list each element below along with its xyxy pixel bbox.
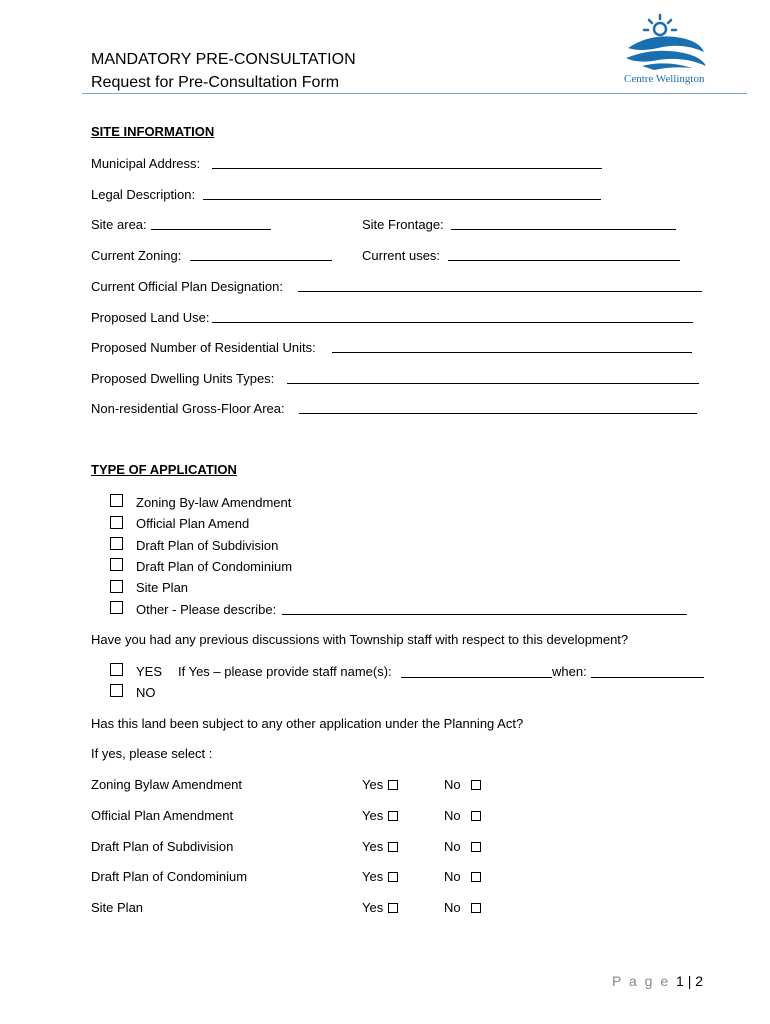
proposed-land-use-label: Proposed Land Use: <box>91 310 210 325</box>
prior-row-label: Zoning Bylaw Amendment <box>91 777 243 792</box>
prior-row-label: Official Plan Amendment <box>91 808 234 823</box>
official-plan-label: Current Official Plan Designation: <box>91 279 283 294</box>
site-area-field[interactable] <box>151 229 271 230</box>
discussion-yes-label: YES <box>136 664 163 679</box>
logo-text: Centre Wellington <box>624 73 705 85</box>
option-label: Official Plan Amend <box>136 516 250 531</box>
prior-row-label: Draft Plan of Condominium <box>91 869 248 884</box>
checkbox-zoning-bylaw[interactable] <box>110 494 123 507</box>
checkbox-subdivision-yes[interactable] <box>388 842 398 852</box>
checkbox-condominium-yes[interactable] <box>388 872 398 882</box>
application-type-heading: TYPE OF APPLICATION <box>91 462 237 477</box>
checkbox-site-plan[interactable] <box>110 580 123 593</box>
form-subtitle: Request for Pre-Consultation Form <box>91 74 340 91</box>
discussion-no-label: NO <box>136 685 156 700</box>
checkbox-official-plan-yes[interactable] <box>388 811 398 821</box>
checkbox-discussion-no[interactable] <box>110 684 123 697</box>
residential-units-field[interactable] <box>332 352 692 353</box>
checkbox-official-plan-no[interactable] <box>471 811 481 821</box>
gross-floor-area-field[interactable] <box>299 413 697 414</box>
staff-name-field[interactable] <box>401 677 552 678</box>
no-label: No <box>444 839 461 854</box>
checkbox-zoning-yes[interactable] <box>388 780 398 790</box>
centre-wellington-logo <box>622 12 712 90</box>
logo-sun-icon <box>622 12 712 74</box>
dwelling-types-field[interactable] <box>287 383 699 384</box>
checkbox-draft-condominium[interactable] <box>110 558 123 571</box>
dwelling-types-label: Proposed Dwelling Units Types: <box>91 371 275 386</box>
form-title: MANDATORY PRE-CONSULTATION <box>91 51 356 68</box>
checkbox-other[interactable] <box>110 601 123 614</box>
checkbox-site-plan-yes[interactable] <box>388 903 398 913</box>
yes-label: Yes <box>362 900 384 915</box>
checkbox-site-plan-no[interactable] <box>471 903 481 913</box>
discussion-question: Have you had any previous discussions with Township staff with respect to this development? <box>91 632 629 647</box>
yes-label: Yes <box>362 808 384 823</box>
option-label: Draft Plan of Subdivision <box>136 538 279 553</box>
prior-row-label: Draft Plan of Subdivision <box>91 839 234 854</box>
yes-label: Yes <box>362 839 384 854</box>
checkbox-official-plan[interactable] <box>110 516 123 529</box>
legal-description-label: Legal Description: <box>91 187 196 202</box>
page-number: 1 | 2 <box>676 973 704 989</box>
option-label: Site Plan <box>136 580 189 595</box>
official-plan-field[interactable] <box>298 291 702 292</box>
current-uses-label: Current uses: <box>362 248 441 263</box>
prior-application-question: Has this land been subject to any other application under the Planning Act? <box>91 716 524 731</box>
yes-label: Yes <box>362 869 384 884</box>
current-zoning-label: Current Zoning: <box>91 248 182 263</box>
option-label: Other - Please describe: <box>136 602 277 617</box>
checkbox-subdivision-no[interactable] <box>471 842 481 852</box>
site-frontage-label: Site Frontage: <box>362 217 444 232</box>
option-label: Draft Plan of Condominium <box>136 559 293 574</box>
page-indicator <box>612 973 703 989</box>
site-area-label: Site area: <box>91 217 147 232</box>
prior-row-label: Site Plan <box>91 900 144 915</box>
site-frontage-field[interactable] <box>451 229 676 230</box>
header-divider <box>82 93 747 94</box>
when-field[interactable] <box>591 677 704 678</box>
current-zoning-field[interactable] <box>190 260 332 261</box>
municipal-address-label: Municipal Address: <box>91 156 201 171</box>
checkbox-condominium-no[interactable] <box>471 872 481 882</box>
checkbox-discussion-yes[interactable] <box>110 663 123 676</box>
checkbox-draft-subdivision[interactable] <box>110 537 123 550</box>
current-uses-field[interactable] <box>448 260 680 261</box>
residential-units-label: Proposed Number of Residential Units: <box>91 340 316 355</box>
page-word: P a g e <box>612 973 671 989</box>
yes-label: Yes <box>362 777 384 792</box>
no-label: No <box>444 869 461 884</box>
option-label: Zoning By-law Amendment <box>136 495 292 510</box>
staff-name-prompt: If Yes – please provide staff name(s): <box>178 664 392 679</box>
other-describe-field[interactable] <box>282 614 687 615</box>
checkbox-zoning-no[interactable] <box>471 780 481 790</box>
when-label: when: <box>552 664 587 679</box>
proposed-land-use-field[interactable] <box>212 322 693 323</box>
legal-description-field[interactable] <box>203 199 601 200</box>
no-label: No <box>444 808 461 823</box>
select-prompt: If yes, please select : <box>91 746 213 761</box>
no-label: No <box>444 777 461 792</box>
no-label: No <box>444 900 461 915</box>
municipal-address-field[interactable] <box>212 168 602 169</box>
gross-floor-area-label: Non-residential Gross-Floor Area: <box>91 401 285 416</box>
site-info-heading: SITE INFORMATION <box>91 124 215 139</box>
